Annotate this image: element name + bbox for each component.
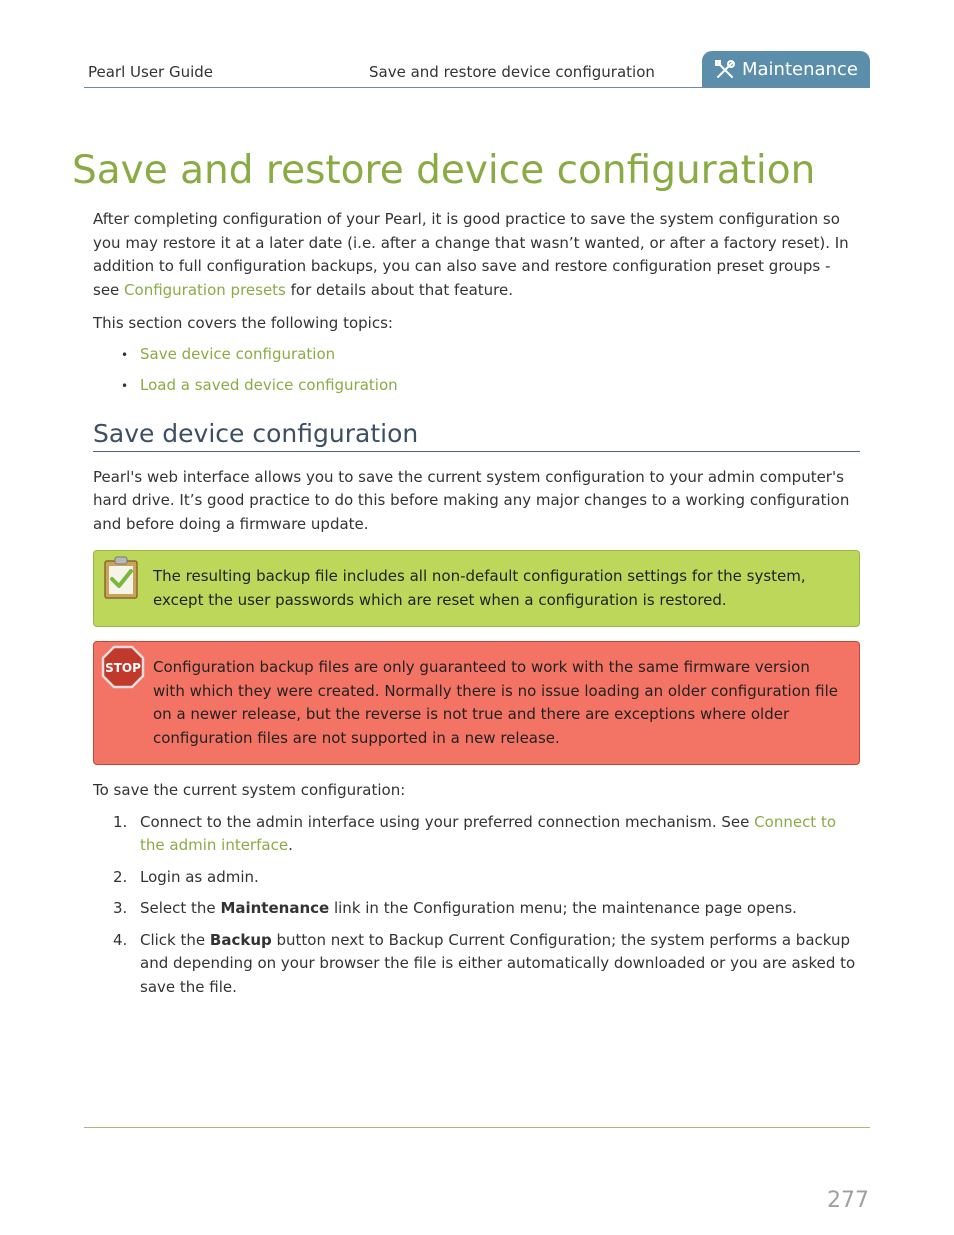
header-guide-title: Pearl User Guide: [88, 63, 214, 81]
step-bold-term: Backup: [209, 930, 272, 949]
step-number: 3.: [113, 899, 128, 917]
list-item: [93, 343, 860, 367]
header-chapter-tab: [702, 51, 870, 88]
step-text-end: link in the Configuration menu; the maintenance page opens.: [329, 899, 797, 917]
tip-note-text: The resulting backup file includes all non-default configuration settings for the system, except the user passwords which are reset when a configuration is restored.: [153, 567, 806, 609]
configuration-presets-link[interactable]: Configuration presets: [124, 280, 286, 299]
topics-intro: This section covers the following topics:: [93, 314, 393, 332]
step-bold-term: Maintenance: [220, 899, 330, 917]
step-number: 4.: [113, 930, 128, 949]
steps-list: [93, 811, 860, 1000]
step-number: 1.: [113, 812, 128, 831]
topic-link-load[interactable]: Load a saved device configuration: [140, 376, 398, 394]
page-title: Save and restore device configuration: [72, 148, 816, 193]
tip-note: [93, 550, 860, 627]
intro-paragraph: [93, 208, 860, 302]
header-section-title: Save and restore device configuration: [369, 63, 655, 81]
clipboard-check-icon: [101, 554, 141, 600]
section-heading: Save device configuration: [93, 418, 860, 452]
step-text-end: button next to Backup Current Configuration; the system performs a backup and depending on your browser the file is either automatically downloaded or you are asked to save the file.: [140, 930, 856, 996]
warning-note-text: Configuration backup files are only guaranteed to work with the same firmware version with which they were created. Normally there is no issue loading an older configuration file on a newer release, but the reverse is not true and there are exceptions where older configuration files are not supported in a new release.: [153, 658, 838, 747]
footer-divider: [84, 1127, 870, 1128]
intro-text-1: After completing configuration of your Pearl, it is good practice to save the system configuration so you may restore it at a later date (i.e. after a change that wasn’t wanted, or after a factory reset). In addition to full configuration backups, you can also save and restore configuration preset groups - see: [93, 210, 849, 299]
list-item: [93, 897, 860, 921]
topic-link-save[interactable]: Save device configuration: [140, 344, 336, 363]
step-text: Connect to the admin interface using your preferred connection mechanism. See: [140, 812, 755, 831]
warning-note: [93, 641, 860, 765]
list-item: [93, 374, 860, 398]
connect-admin-link[interactable]: Connect to the admin interface: [140, 812, 837, 854]
intro-text-2: for details about that feature.: [285, 280, 513, 299]
stop-sign-icon: [101, 645, 145, 689]
stop-sign-text: STOP: [105, 661, 141, 675]
header-tab-label: Maintenance: [742, 59, 858, 80]
step-text-end: .: [288, 836, 293, 854]
main-content: [93, 208, 860, 1007]
step-text: Login as admin.: [140, 867, 259, 886]
tools-icon: [714, 59, 736, 81]
page-number: 277: [827, 1188, 869, 1213]
list-item: [93, 811, 860, 858]
step-number: 2.: [113, 867, 128, 886]
header-divider: [84, 87, 870, 88]
step-text: Select the: [140, 899, 221, 917]
section-paragraph: Pearl's web interface allows you to save the current system configuration to your admin computer's hard drive. It’s good practice to do this before making any major changes to a working configuration and before doing a firmware update.: [93, 467, 850, 533]
steps-intro: To save the current system configuration:: [93, 781, 406, 799]
list-item: [93, 866, 860, 890]
topics-list: [93, 343, 860, 398]
page-header: [84, 50, 870, 88]
step-text: Click the: [140, 930, 210, 949]
list-item: [93, 929, 860, 1000]
